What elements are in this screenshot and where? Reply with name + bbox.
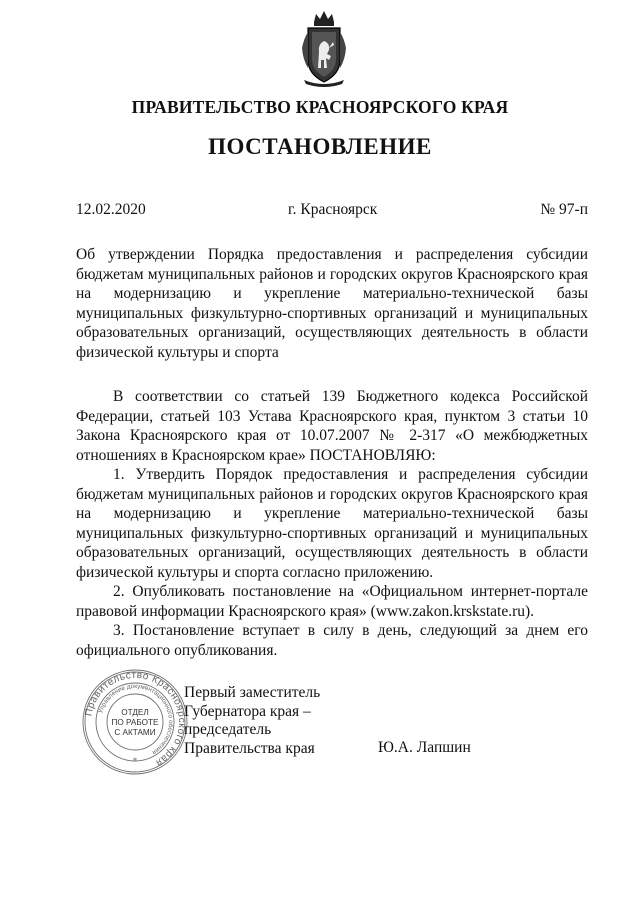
signature-position-line-1: Первый заместитель xyxy=(184,684,321,701)
document-type-title: ПОСТАНОВЛЕНИЕ xyxy=(208,134,432,159)
signer-name: Ю.А. Лапшин xyxy=(378,739,471,756)
stamp-inner-text: Управление документационного обеспечения xyxy=(97,682,175,756)
document-meta-row xyxy=(76,201,588,221)
document-body xyxy=(76,387,588,660)
body-item-1: 1. Утвердить Порядок предоставления и распределения субсидии бюджетам муниципальных районов и городских округов Красноярского края на модернизацию и укрепление материально-технической базы муниципальных физкультурно-спортивных организаций и муниципальных образовательных организаций, осуществляющих деятельность в области физической культуры и спорта согласно приложению. xyxy=(76,466,588,581)
body-item-3: 3. Постановление вступает в силу в день, следующий за днем его официального опубликования. xyxy=(76,622,588,659)
coat-of-arms-emblem xyxy=(300,8,348,88)
document-city: г. Красноярск xyxy=(288,201,378,218)
document-subject: Об утверждении Порядка предоставления и распределения субсидии бюджетам муниципальных районов и городских округов Красноярского края на модернизацию и укрепление материально-технической базы муниципальных физкультурно-спортивных организаций и муниципальных образовательных организаций, осуществляющих деятельность в области физической культуры и спорта xyxy=(76,246,588,361)
body-preamble: В соответствии со статьей 139 Бюджетного кодекса Российской Федерации, статьей 103 Устава Красноярского края, пунктом 3 статьи 10 Закона Красноярского края от 10.07.2007 № 2-317 «О межбюджетных отношениях в Красноярском крае» ПОСТАНОВЛЯЮ: xyxy=(76,388,588,464)
government-title: ПРАВИТЕЛЬСТВО КРАСНОЯРСКОГО КРАЯ xyxy=(131,97,509,117)
signature-position-line-2: Губернатора края – xyxy=(184,702,311,720)
stamp-outer-text: Правительство Красноярского края xyxy=(83,669,188,769)
document-date: 12.02.2020 xyxy=(76,201,146,218)
stamp-center-line-1: ОТДЕЛ xyxy=(121,708,149,717)
stamp-star-icon: * xyxy=(133,756,137,765)
signature-position-line-4: Правительства края xyxy=(184,739,315,757)
document-number: № 97-п xyxy=(540,201,588,218)
body-item-2: 2. Опубликовать постановление на «Официальном интернет-портале правовой информации Красноярского края» (www.zakon.krskstate.ru). xyxy=(76,583,588,620)
stamp-center-line-3: С АКТАМИ xyxy=(114,728,156,737)
stamp-center-line-2: ПО РАБОТЕ xyxy=(111,718,159,727)
official-stamp xyxy=(80,667,190,777)
signature-position-line-3: председатель xyxy=(184,721,272,738)
signature-block xyxy=(184,684,320,758)
